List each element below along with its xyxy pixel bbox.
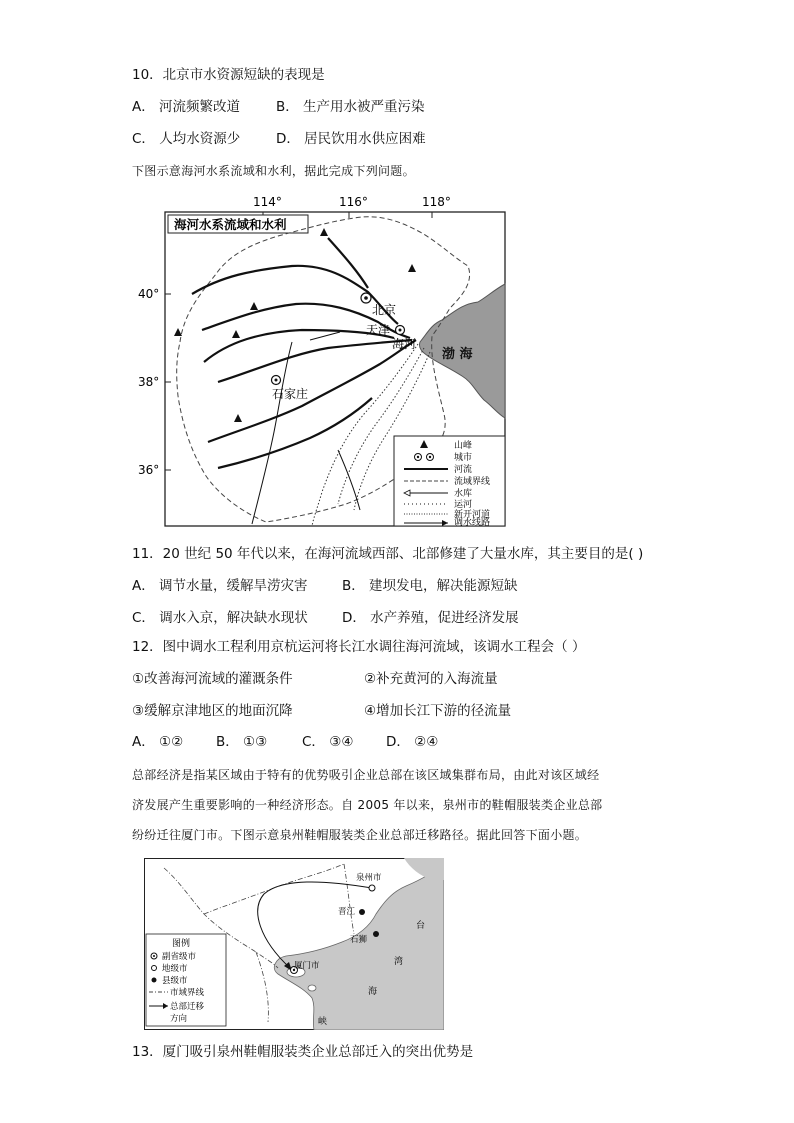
- city-beijing: [361, 293, 371, 303]
- city-shishi: [373, 931, 379, 937]
- haihe-map: [132, 192, 552, 530]
- label-haihe-river: 海河: [392, 337, 417, 351]
- intro-hq-line1: 总部经济是指某区域由于特有的优势吸引企业总部在该区域集群布局，由此对该区域经: [132, 768, 600, 782]
- q12-option-c: C． ③④: [302, 734, 354, 750]
- q12-option-b: B． ①③: [216, 734, 268, 750]
- sea-char-wan: 湾: [394, 957, 404, 967]
- lon-label-118: 118°: [422, 195, 451, 209]
- hq-migration-map: [144, 858, 444, 1030]
- q11-stem: 11．20 世纪 50 年代以来，在海河流域西部、北部修建了大量水库，其主要目的是( ): [132, 546, 644, 562]
- svg-text:副省级市: 副省级市: [162, 952, 197, 962]
- islet: [308, 985, 316, 991]
- q12-item-2: ②补充黄河的入海流量: [364, 671, 498, 687]
- q12-option-a: A． ①②: [132, 734, 184, 750]
- label-jinjiang: 晋江: [338, 907, 356, 917]
- q12-stem: 12．图中调水工程利用京杭运河将长江水调往海河流域，该调水工程会（ ）: [132, 639, 586, 655]
- city-jinjiang: [359, 909, 365, 915]
- q11-option-a: A． 调节水量，缓解旱涝灾害: [132, 578, 308, 594]
- svg-text:调水线路: 调水线路: [454, 518, 491, 528]
- intro-hq-line3: 纷纷迁往厦门市。下图示意泉州鞋帽服装类企业总部迁移路径。据此回答下面小题。: [132, 828, 588, 842]
- label-shishi: 石狮: [350, 935, 368, 945]
- q10-option-a: A． 河流频繁改道: [132, 99, 241, 115]
- svg-text:流域界线: 流域界线: [454, 477, 491, 487]
- map-title: 海河水系流域和水利: [174, 217, 287, 232]
- label-beijing: 北京: [372, 303, 397, 317]
- svg-text:图例: 图例: [172, 939, 191, 949]
- q12-item-1: ①改善海河流域的灌溉条件: [132, 671, 293, 687]
- q12-option-d: D． ②④: [386, 734, 439, 750]
- lat-label-40: 40°: [138, 287, 160, 301]
- lat-label-38: 38°: [138, 375, 160, 389]
- q11-option-b: B． 建坝发电，解决能源短缺: [342, 578, 518, 594]
- q12-item-4: ④增加长江下游的径流量: [364, 703, 512, 719]
- q13-stem: 13．厦门吸引泉州鞋帽服装类企业总部迁入的突出优势是: [132, 1044, 474, 1060]
- svg-text:河流: 河流: [454, 465, 473, 475]
- city-shijiazhuang: [272, 376, 281, 385]
- svg-text:地级市: 地级市: [162, 964, 188, 974]
- svg-text:城市: 城市: [454, 453, 473, 463]
- label-tianjin: 天津: [366, 323, 391, 337]
- q10-stem: 10．北京市水资源短缺的表现是: [132, 67, 325, 83]
- lat-label-36: 36°: [138, 463, 160, 477]
- svg-text:市域界线: 市域界线: [170, 988, 205, 998]
- label-xiamen: 厦门市: [294, 961, 320, 971]
- label-quanzhou: 泉州市: [356, 873, 382, 883]
- lon-label-114: 114°: [253, 195, 282, 209]
- q10-option-d: D． 居民饮用水供应困难: [276, 131, 426, 147]
- map-legend: [394, 436, 505, 528]
- map2-legend: [146, 934, 226, 1026]
- intro-haihe: 下图示意海河水系流域和水利，据此完成下列问题。: [132, 164, 415, 178]
- sea-char-tai: 台: [416, 921, 426, 931]
- q12-item-3: ③缓解京津地区的地面沉降: [132, 703, 293, 719]
- sea-label: 渤 海: [442, 347, 473, 362]
- lon-label-116: 116°: [339, 195, 368, 209]
- sea-char-xia: 峡: [318, 1017, 328, 1027]
- q11-option-c: C． 调水入京，解决缺水现状: [132, 610, 308, 626]
- q11-option-d: D． 水产养殖，促进经济发展: [342, 610, 519, 626]
- svg-text:总部迁移: 总部迁移: [170, 1002, 205, 1012]
- intro-hq-line2: 济发展产生重要影响的一种经济形态。自 2005 年以来，泉州市的鞋帽服装类企业总部: [132, 798, 603, 812]
- svg-text:水库: 水库: [454, 489, 473, 499]
- label-shijiazhuang: 石家庄: [272, 387, 309, 401]
- q10-option-c: C． 人均水资源少: [132, 131, 241, 147]
- svg-text:方向: 方向: [170, 1014, 188, 1024]
- sea-char-hai: 海: [368, 987, 378, 997]
- q10-option-b: B． 生产用水被严重污染: [276, 99, 425, 115]
- city-tianjin: [396, 326, 405, 335]
- city-quanzhou: [369, 885, 375, 891]
- svg-text:新开河道: 新开河道: [454, 510, 491, 520]
- svg-text:县级市: 县级市: [162, 976, 188, 986]
- svg-text:山峰: 山峰: [454, 441, 473, 451]
- svg-text:运河: 运河: [454, 500, 473, 510]
